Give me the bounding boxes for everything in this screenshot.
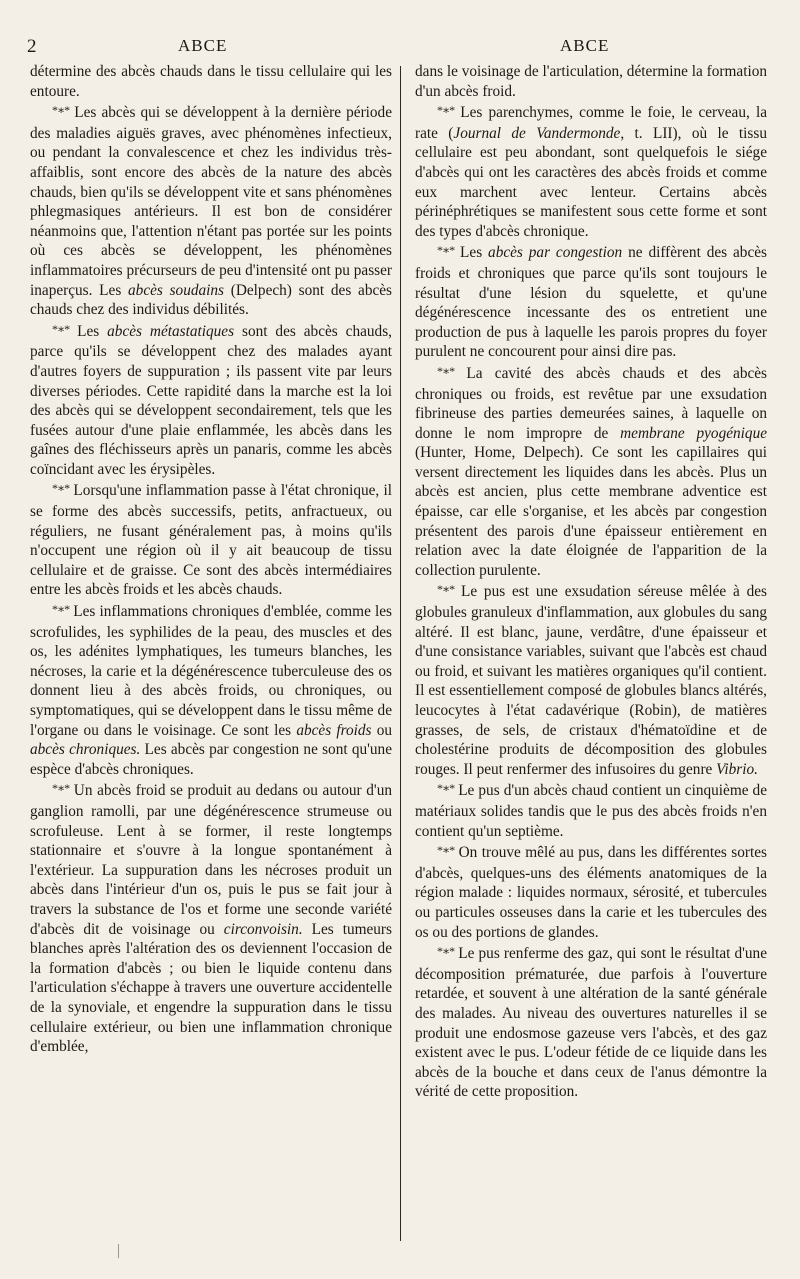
paragraph-text: Un abcès froid se produit au dedans ou autour d'un ganglion ramolli, par une dégénérescence strumeuse ou scrofuleuse. Lent à se former, il reste longtemps stationnaire et s'ouvre à la longue spontanément à l'extérieur. La suppuration dans les nécroses produit un abcès dans l'intérieur d'un os, puis le pus se fait jour à travers la substance de l'os et forme une seconde variété d'abcès dit de voisinage ou — [30, 782, 392, 938]
paragraph — [415, 582, 767, 779]
paragraph — [30, 481, 392, 600]
paragraph-text: Les parenchymes, comme le foie, le cerveau, la rate ( — [415, 104, 767, 142]
paragraph-text: , t. LII), où le tissu cellulaire est peu abondant, sont quelquefois le siége d'abcès qui ont les caractères des abcès froids et comme eux marchent avec lenteur. Certains abcès périnéphrétiques se manifestent sous cette forme et sont des types d'abcès chronique. — [415, 124, 767, 240]
paragraph-text: Le pus d'un abcès chaud contient un cinquième de matériaux solides tandis que le pus des abcès froids n'en contient qu'un septième. — [415, 782, 767, 840]
asterism-mark: *∗* — [437, 944, 455, 959]
paragraph-text: On trouve mêlé au pus, dans les différentes sortes d'abcès, quelques-uns des éléments anatomiques de la région malade : liquides normaux, sérosité, et tubercules ou particules osseuses dans la carie et les tubercules des os ou des portions de glandes. — [415, 844, 767, 941]
italic-term: abcès soudains — [128, 281, 224, 299]
paragraph — [30, 781, 392, 1056]
paragraph — [30, 103, 392, 320]
running-head-right: ABCE — [560, 36, 610, 55]
asterism-mark: *∗* — [437, 843, 455, 858]
italic-term: abcès par congestion — [488, 244, 623, 262]
paragraph-text: Les inflammations chroniques d'emblée, comme les scrofulides, les syphilides de la peau, des muscles et des os, les adénites lymphatiques, les tumeurs blanches, les nécroses, la carie et la dégénérescence tuberculeuse des os donnent lieu à des abcès froids, ou chroniques, ou symptomatiques, qui se développent dans le tissu même de l'organe ou dans le voisinage. Ce sont les — [30, 603, 392, 739]
asterism-mark: *∗* — [437, 582, 455, 597]
italic-term: abcès froids — [296, 721, 372, 739]
paragraph-text: Le pus renferme des gaz, qui sont le résultat d'une décomposition prématurée, due parfois à l'ouverture retardée, et souvent à une altération de la santé générale des malades. Au niveau des ouvertures naturelles il se produit une endosmose gazeuse vers l'abcès, et des gaz existent avec le pus. L'odeur fétide de ce liquide dans les abcès de la bouche et dans ceux de l'anus démontre la vérité de cette proposition. — [415, 945, 767, 1101]
asterism-mark: *∗* — [52, 481, 70, 496]
paragraph-text: (Delpech) sont des abcès chauds chez des individus débilités. — [30, 281, 392, 319]
asterism-mark: *∗* — [52, 103, 70, 118]
paragraph-text: dans le voisinage de l'articulation, détermine la formation d'un abcès froid. — [415, 63, 767, 100]
column-divider — [400, 66, 401, 1241]
paragraph-text: détermine des abcès chauds dans le tissu cellulaire qui les entoure. — [30, 63, 392, 100]
paragraph-text: Les tumeurs blanches après l'altération des os deviennent l'occasion de la formation d'abcès ; ou bien le liquide contenu dans l'articulation s'échappe à travers une ouverture accidentelle de la synoviale, et engendre la suppuration dans le tissu cellulaire extérieur, ou bien une inflammation chronique d'emblée, — [30, 920, 392, 1056]
paragraph-text: Les — [69, 322, 108, 340]
paragraph — [415, 843, 767, 942]
italic-term: Vibrio. — [716, 760, 758, 778]
asterism-mark: *∗* — [437, 243, 455, 258]
paragraph — [415, 364, 767, 581]
paragraph — [415, 944, 767, 1102]
paragraph — [30, 62, 392, 101]
italic-term: circonvoisin. — [223, 920, 303, 938]
paragraph-text: ne diffèrent des abcès froids et chroniques que parce qu'ils sont toujours le résultat d'une lésion du squelette, et qu'une dégénérescence incessante des os entretient une production de pus à laquelle les parois propres du foyer purulent ne concourent pour ainsi dire pas. — [415, 244, 767, 361]
italic-term: membrane pyogénique — [620, 424, 768, 442]
paragraph-text: Lorsqu'une inflammation passe à l'état chronique, il se forme des abcès successifs, petits, anfractueux, ou réguliers, ne fusant généralement pas, à moins qu'ils n'occupent une région où il y ait beaucoup de tissu cellulaire et de graisse. Ce sont des abcès intermédiaires entre les abcès froids et les abcès chauds. — [30, 482, 392, 599]
paragraph — [415, 62, 767, 101]
paragraph — [30, 602, 392, 779]
paragraph-text: Les abcès qui se développent à la dernière période des maladies aiguës graves, avec phénomènes infectieux, ou pendant la convalescence et chez les individus très-affaiblis, sont encore des abcès de la nature des abcès chauds, bien qu'ils se développent vite et sans phénomènes phlegmasiques antérieurs. Il est bon de considérer néanmoins que, l'attention n'étant pas portée sur les points où ces abcès se développent, les phénomènes inflammatoires précurseurs de peu d'intensité ont pu passer inaperçus. Les — [30, 104, 392, 299]
paragraph — [415, 781, 767, 841]
paragraph-text: Les — [454, 244, 489, 262]
paragraph-text: Le pus est une exsudation séreuse mêlée à des globules granuleux d'inflammation, aux globules du sang altéré. Il est blanc, jaune, verdâtre, d'une épaisseur et d'une consistance variables, suivant que l'abcès est chaud ou froid, et suivant les matières organiques qu'il contient. Il est essentiellement composé de globules blancs altérés, leucocytes à l'état cadavérique (Robin), de matières grasses, de sels, de cristaux d'hématoïdine et de cholestérine produits de décomposition des globules rouges. Il peut renfermer des infusoires du genre — [415, 583, 767, 778]
paragraph-text: La cavité des abcès chauds et des abcès chroniques ou froids, est revêtue par une exsudation fibrineuse des parties demeurées saines, à laquelle on donne le nom impropre de — [415, 364, 767, 442]
asterism-mark: *∗* — [437, 103, 455, 118]
running-head-left: ABCE — [178, 36, 228, 55]
paragraph-text: sont des abcès chauds, parce qu'ils se développent chez des malades ayant d'autres foyers de suppuration ; ils passent vite par leurs diverses périodes. Cette rapidité dans la marche est la loi des abcès qui se développent secondairement, tels que les fusées autour d'une plaie enflammée, les abcès dans les gaînes des fléchisseurs après un panaris, comme les abcès coïncidant avec les érysipèles. — [30, 322, 392, 478]
asterism-mark: *∗* — [437, 781, 455, 796]
paragraph — [415, 103, 767, 241]
paragraph-text: Les abcès par congestion ne sont qu'une espèce d'abcès chroniques. — [30, 741, 392, 778]
italic-term: Journal de Vandermonde — [453, 124, 621, 142]
paragraph — [30, 322, 392, 480]
asterism-mark: *∗* — [52, 321, 70, 336]
asterism-mark: *∗* — [52, 781, 70, 796]
paragraph — [415, 243, 767, 362]
right-column — [415, 62, 767, 1102]
left-column — [30, 62, 392, 1057]
asterism-mark: *∗* — [437, 363, 455, 378]
italic-term: abcès métastatiques — [107, 322, 235, 340]
print-mark — [118, 1244, 119, 1258]
italic-term: abcès chroniques. — [30, 741, 141, 759]
paragraph-text: (Hunter, Home, Delpech). Ce sont les capillaires qui versent directement les liquides dans les abcès. Plus un abcès est ancien, plus cette membrane adventice est épaisse, car elle s'organise, et les abcès par congestion présentent des parois d'une épaisseur entièrement en relation avec la date éloignée de l'apparition de la collection purulente. — [415, 444, 767, 579]
paragraph-text: ou — [371, 721, 392, 739]
asterism-mark: *∗* — [52, 602, 70, 617]
page-header — [0, 36, 800, 62]
page-number: 2 — [27, 36, 37, 57]
